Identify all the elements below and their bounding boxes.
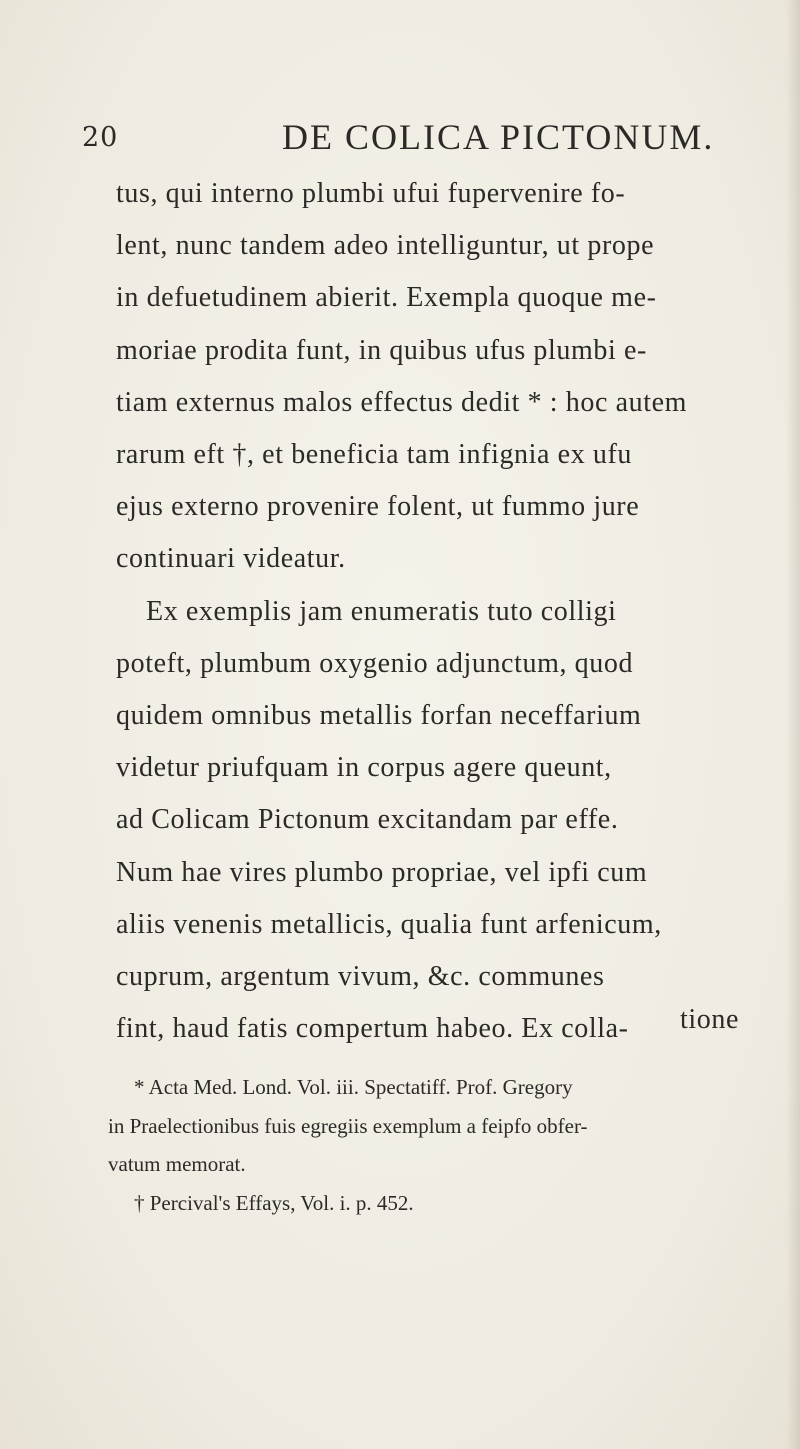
text-line: ad Colicam Pictonum excitandam par effe.	[116, 804, 619, 836]
text-line: quidem omnibus metallis forfan neceffarium	[116, 700, 642, 732]
text-line: in defuetudinem abierit. Exempla quoque me-	[116, 282, 657, 314]
text-line: cuprum, argentum vivum, &c. communes	[116, 961, 605, 993]
catchword: tione	[680, 1004, 739, 1035]
page-number: 20	[82, 122, 119, 153]
footnote-acta: * Acta Med. Lond. Vol. iii. Spectatiff. Prof. Gregory	[134, 1075, 573, 1099]
text-line: ejus externo provenire folent, ut fummo jure	[116, 491, 640, 523]
text-line: videtur priufquam in corpus agere queunt,	[116, 752, 612, 784]
text-line: tiam externus malos effectus dedit * : hoc autem	[116, 386, 688, 418]
text-line: moriae prodita funt, in quibus ufus plumbi e-	[116, 334, 647, 366]
text-line: lent, nunc tandem adeo intelliguntur, ut prope	[116, 230, 655, 262]
text-line: poteft, plumbum oxygenio adjunctum, quod	[116, 647, 634, 679]
main-text	[116, 168, 778, 1055]
footnote-acta-continued: vatum memorat.	[108, 1152, 246, 1176]
running-head: DE COLICA PICTONUM.	[282, 117, 715, 157]
page-edge-shadow	[786, 0, 800, 1449]
footnote-percival: † Percival's Effays, Vol. i. p. 452.	[134, 1190, 414, 1215]
text-line: Num hae vires plumbo propriae, vel ipfi cum	[116, 856, 648, 888]
text-line: rarum eft †, et beneficia tam infignia ex ufu	[116, 439, 633, 471]
page-header	[82, 112, 762, 162]
text-line: aliis venenis metallicis, qualia funt arfenicum,	[116, 908, 662, 940]
text-line: tus, qui interno plumbi ufui fupervenire fo-	[116, 178, 626, 209]
text-line: fint, haud fatis compertum habeo. Ex colla-	[116, 1013, 629, 1045]
text-line: continuari videatur.	[116, 543, 346, 575]
footnotes	[108, 1068, 774, 1222]
footnote-acta-continued: in Praelectionibus fuis egregiis exemplum a feipfo obfer-	[108, 1113, 588, 1138]
paragraph-start-line: Ex exemplis jam enumeratis tuto colligi	[146, 595, 617, 627]
